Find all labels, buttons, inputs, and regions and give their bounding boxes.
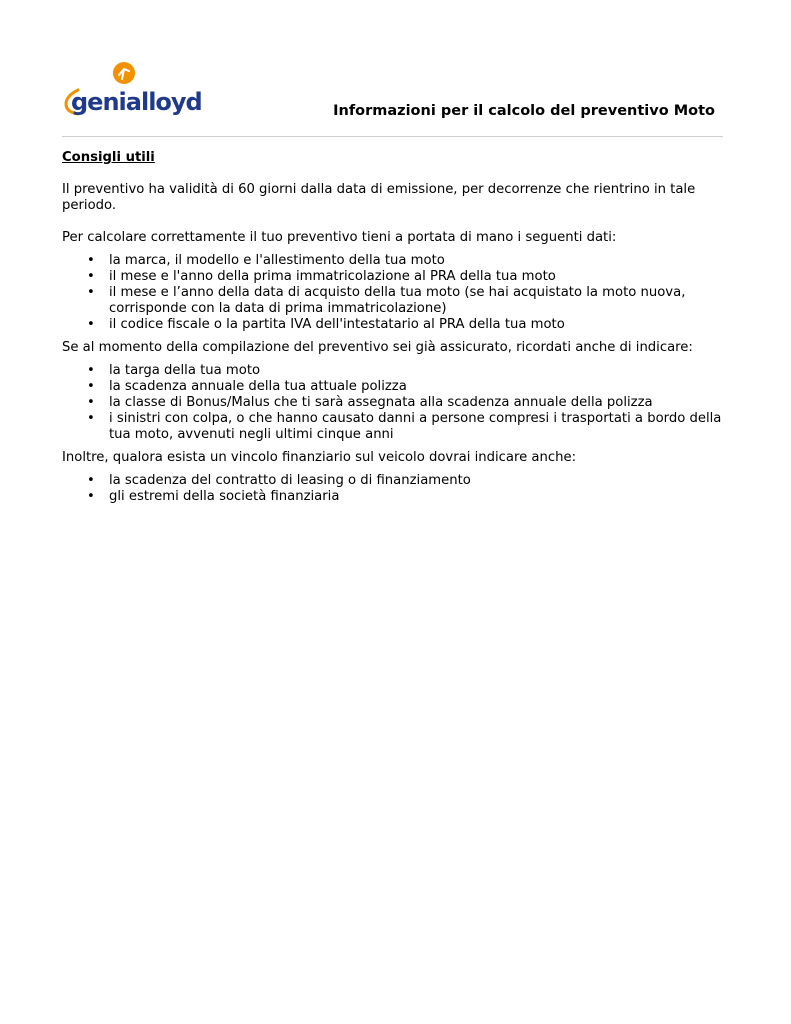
- genialloyd-logo: [62, 60, 202, 120]
- list-item: • la classe di Bonus/Malus che ti sarà assegnata alla scadenza annuale della polizza: [109, 395, 722, 411]
- list-item: • i sinistri con colpa, o che hanno causato danni a persone compresi i trasportati a bordo della tua moto, avvenuti negli ultimi cinque anni: [109, 411, 722, 443]
- data-list: [62, 253, 722, 333]
- list-item: • la targa della tua moto: [109, 363, 722, 379]
- document-title: Informazioni per il calcolo del preventivo Moto: [333, 103, 715, 119]
- list-item: • la scadenza annuale della tua attuale polizza: [109, 379, 722, 395]
- list-item: • la scadenza del contratto di leasing o di finanziamento: [109, 473, 722, 489]
- list-item: • il mese e l'anno della prima immatricolazione al PRA della tua moto: [109, 269, 722, 285]
- document-body: [62, 150, 722, 512]
- validity-paragraph: Il preventivo ha validità di 60 giorni dalla data di emissione, per decorrenze che rientrino in tale periodo.: [62, 182, 696, 213]
- insured-list: [62, 363, 722, 443]
- section-heading: Consigli utili: [62, 150, 155, 165]
- list-item: • il codice fiscale o la partita IVA dell'intestatario al PRA della tua moto: [109, 317, 722, 333]
- list-item: • gli estremi della società finanziaria: [109, 489, 722, 505]
- data-intro: Per calcolare correttamente il tuo preventivo tieni a portata di mano i seguenti dati:: [62, 230, 617, 245]
- insured-intro: Se al momento della compilazione del preventivo sei già assicurato, ricordati anche di indicare:: [62, 340, 693, 355]
- finance-intro: Inoltre, qualora esista un vincolo finanziario sul veicolo dovrai indicare anche:: [62, 450, 577, 465]
- list-item: • il mese e l’anno della data di acquisto della tua moto (se hai acquistato la moto nuova, corrisponde con la data di prima immatricolazione): [109, 285, 722, 317]
- finance-list: [62, 473, 722, 505]
- list-item: • la marca, il modello e l'allestimento della tua moto: [109, 253, 722, 269]
- svg-text:genialloyd: genialloyd: [71, 88, 202, 116]
- header-divider: [62, 136, 723, 137]
